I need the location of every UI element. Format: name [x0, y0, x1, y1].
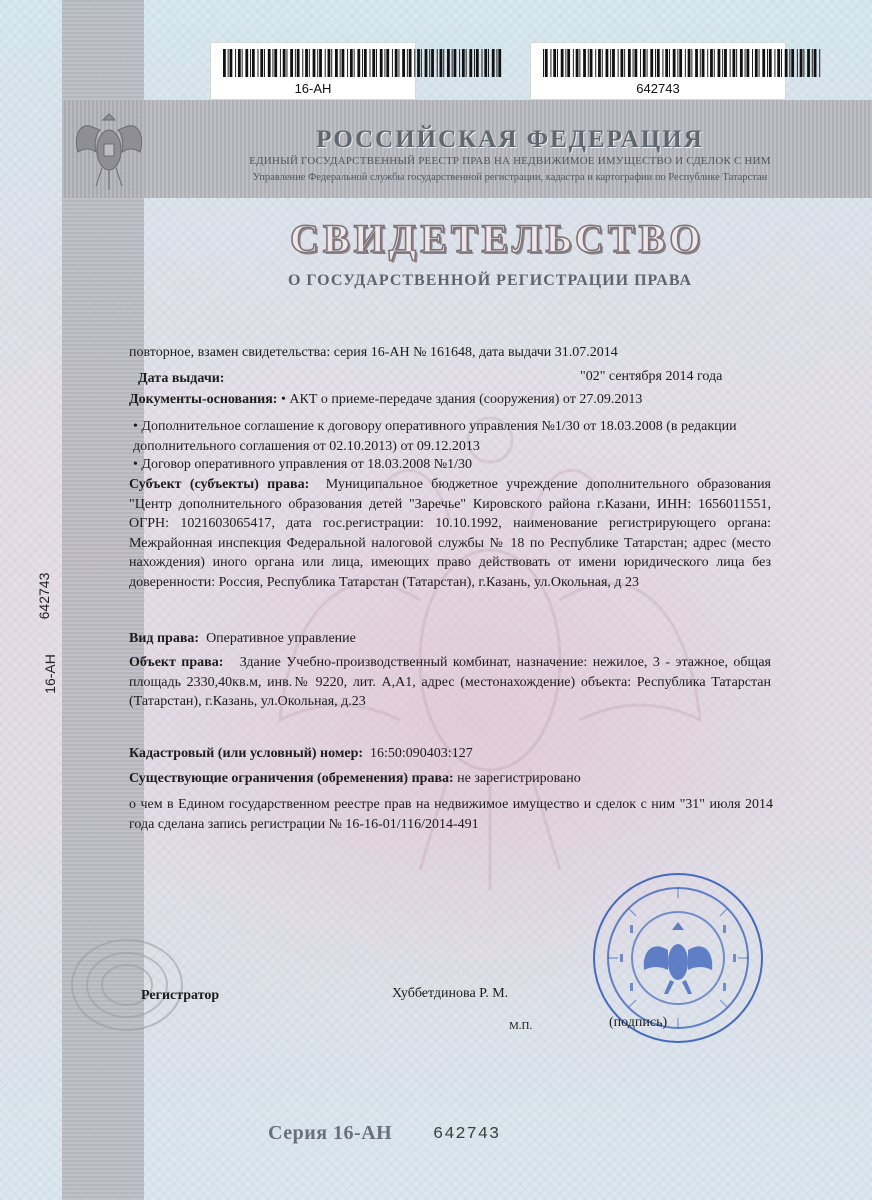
barcode-bar — [309, 49, 310, 77]
barcode-bar — [707, 49, 708, 77]
barcode-bar — [714, 49, 715, 77]
barcode-bar — [598, 49, 601, 77]
barcode-bar — [722, 49, 723, 77]
barcode-bar — [459, 49, 460, 77]
barcode-bar — [702, 49, 705, 77]
cadastral-line — [129, 744, 771, 764]
barcode-bar — [242, 49, 243, 77]
barcode-bar — [789, 49, 790, 77]
barcode-number — [530, 42, 786, 100]
barcode-bar — [730, 49, 731, 77]
barcode-bar — [583, 49, 586, 77]
documents-third: • Договор оперативного управления от 18.03.2008 №1/30 — [133, 457, 472, 472]
barcode-bar — [498, 49, 501, 77]
barcode-bar — [602, 49, 603, 77]
barcode-bar — [662, 49, 663, 77]
barcode-bar — [228, 49, 229, 77]
barcode-bar — [354, 49, 355, 77]
barcode-bar — [807, 49, 810, 77]
barcode-bar — [258, 49, 259, 77]
barcode-bar — [669, 49, 670, 77]
barcode-bar — [565, 49, 566, 77]
barcode-bar — [245, 49, 248, 77]
barcode-bar — [386, 49, 389, 77]
barcode-bars-right — [543, 49, 823, 77]
barcode-bar — [447, 49, 450, 77]
side-number: 642743 — [36, 572, 52, 620]
object-label: Объект права: — [129, 655, 224, 670]
barcode-bar — [573, 49, 574, 77]
barcode-bar — [364, 49, 367, 77]
barcode-bar — [588, 49, 589, 77]
barcode-bar — [274, 49, 277, 77]
barcode-bar — [454, 49, 457, 77]
barcode-bar — [755, 49, 758, 77]
barcode-bar — [545, 49, 548, 77]
barcode-bar — [812, 49, 813, 77]
subject-text: Муниципальное бюджетное учреждение дополнительного образования "Центр дополнительного образования детей "Заречье" Кировского района г.Казани, ИНН: 1656011551, ОГРН: 1021603065417, дата гос.регистрации: 10.10.1992, наименование регистрирующего органа: Межрайонная инспекция Федеральной налоговой службы № 18 по Республике Татарстан; адрес (место нахождения) иного органа или лица, имеющих право действовать от имени юридического лица без доверенности: Россия, Республика Татарстан (Татарстан), г.Казань, ул.Окольная, д 23 — [129, 477, 771, 590]
barcode-bar — [252, 49, 255, 77]
barcode-bar — [752, 49, 753, 77]
barcode-bar — [606, 49, 609, 77]
barcode-bar — [819, 49, 820, 77]
barcode-bar — [576, 49, 579, 77]
barcode-series — [210, 42, 416, 100]
barcode-bar — [496, 49, 497, 77]
documents-first: • АКТ о приеме-передаче здания (сооружения) от 27.09.2013 — [280, 392, 643, 407]
barcode-bar — [260, 49, 263, 77]
barcode-bar — [372, 49, 375, 77]
barcode-bar — [797, 49, 798, 77]
barcode-bar — [484, 49, 487, 77]
barcode-bar — [431, 49, 434, 77]
barcode-bar — [402, 49, 405, 77]
barcode-bar — [466, 49, 467, 77]
barcode-bar — [290, 49, 293, 77]
barcode-bar — [443, 49, 444, 77]
barcode-bar — [647, 49, 648, 77]
barcode-bar — [264, 49, 265, 77]
barcode-bar — [376, 49, 377, 77]
barcode-bar — [673, 49, 676, 77]
barcode-bar — [700, 49, 701, 77]
barcode-bar — [814, 49, 817, 77]
barcode-bar — [762, 49, 765, 77]
restrictions-label: Существующие ограничения (обременения) права: — [129, 771, 454, 786]
barcode-bar — [407, 49, 408, 77]
barcode-bar — [462, 49, 465, 77]
barcode-bar — [313, 49, 316, 77]
barcode-bar — [452, 49, 453, 77]
barcode-bar — [319, 49, 322, 77]
barcode-bar — [268, 49, 271, 77]
right-type-line — [129, 629, 771, 649]
right-type-value: Оперативное управление — [206, 631, 356, 646]
barcode-bar — [362, 49, 363, 77]
barcode-bar — [657, 49, 660, 77]
barcode-bar — [640, 49, 641, 77]
subject-block — [129, 475, 771, 592]
cadastral-label: Кадастровый (или условный) номер: — [129, 746, 364, 761]
restrictions-value: не зарегистрировано — [457, 771, 581, 786]
barcode-bars-left — [223, 49, 503, 77]
barcode-bar — [610, 49, 611, 77]
barcode-bar — [655, 49, 656, 77]
barcode-bar — [417, 49, 420, 77]
barcode-bar — [482, 49, 483, 77]
footer-number: 642743 — [433, 1125, 501, 1144]
object-text: Здание Учебно-производственный комбинат, назначение: нежилое, 3 - этажное, общая площадь 2330,40кв.м, инв.№ 9220, лит. А,А1, адрес (местонахождение) объекта: Республика Татарстан (Татарстан), г.Казань, ул.Окольная, д.23 — [129, 655, 771, 709]
barcode-bar — [476, 49, 479, 77]
registry-name: ЕДИНЫЙ ГОСУДАРСТВЕННЫЙ РЕЕСТР ПРАВ НА НЕДВИЖИМОЕ ИМУЩЕСТВО И СДЕЛОК С НИМ — [249, 155, 771, 167]
barcode-bar — [769, 49, 772, 77]
barcode-bar — [718, 49, 721, 77]
barcode-bar — [745, 49, 746, 77]
barcode-bar — [677, 49, 678, 77]
barcode-bar — [440, 49, 443, 77]
barcode-bar — [767, 49, 768, 77]
footer-series: Серия 16-АН — [268, 1122, 393, 1144]
department-name: Управление Федеральной службы государственной регистрации, кадастра и картографии по Республике Татарстан — [252, 172, 768, 183]
barcode-bar — [469, 49, 472, 77]
mp-label: М.П. — [509, 1020, 533, 1032]
barcode-bar — [250, 49, 251, 77]
repeat-note: повторное, взамен свидетельства: серия 16-АН № 161648, дата выдачи 31.07.2014 — [129, 345, 618, 360]
barcode-bar — [398, 49, 399, 77]
barcode-bar — [414, 49, 415, 77]
barcode-bar — [665, 49, 668, 77]
barcode-bar — [550, 49, 551, 77]
barcode-bar — [283, 49, 286, 77]
issue-date-value: "02" сентября 2014 года — [580, 369, 723, 384]
record-text: о чем в Едином государственном реестре прав на недвижимое имущество и сделок с ним "31" июля 2014 года сделана запись регистрации № 16-16-01/116/2014-491 — [129, 797, 773, 832]
barcode-bar — [710, 49, 713, 77]
barcode-bar — [305, 49, 308, 77]
footer-ornament-icon — [62, 930, 192, 1040]
side-series: 16-АН — [42, 654, 58, 694]
barcode-bar — [579, 49, 580, 77]
barcode-bar — [474, 49, 475, 77]
issue-date-label: Дата выдачи: — [138, 371, 225, 386]
barcode-bar — [691, 49, 692, 77]
barcode-bar — [628, 49, 631, 77]
barcode-bar — [350, 49, 353, 77]
cadastral-value: 16:50:090403:127 — [370, 746, 473, 761]
barcode-bar — [286, 49, 287, 77]
barcode-bar — [595, 49, 596, 77]
barcode-bar — [317, 49, 318, 77]
barcode-bar — [488, 49, 489, 77]
barcode-bar — [685, 49, 686, 77]
barcode-bar — [342, 49, 345, 77]
barcode-bar — [384, 49, 385, 77]
barcode-bar — [335, 49, 338, 77]
barcode-bar — [429, 49, 430, 77]
barcode-bar — [732, 49, 735, 77]
barcode-bar — [297, 49, 300, 77]
barcode-bar — [230, 49, 233, 77]
barcode-bar — [688, 49, 691, 77]
barcode-bar — [746, 49, 749, 77]
barcode-bar — [620, 49, 623, 77]
barcode-bar — [380, 49, 383, 77]
barcode-bar — [328, 49, 331, 77]
barcode-bar — [800, 49, 803, 77]
documents-second: • Дополнительное соглашение к договору оперативного управления №1/30 от 18.03.2008 (в редакции дополнительного соглашения от 02.10.2013) от 09.12.2013 — [133, 419, 737, 454]
barcode-bar — [295, 49, 296, 77]
barcode-bar — [803, 49, 804, 77]
barcode-bar — [238, 49, 241, 77]
barcode-bar — [736, 49, 737, 77]
barcode-bar — [325, 49, 326, 77]
signature-label: (подпись) — [609, 1015, 668, 1030]
barcode-bar — [643, 49, 646, 77]
barcode-bar — [785, 49, 788, 77]
barcode-bar — [557, 49, 558, 77]
barcode-bar — [421, 49, 422, 77]
barcode-bar — [740, 49, 743, 77]
barcode-bar — [724, 49, 727, 77]
barcode-bar — [272, 49, 273, 77]
barcode-bar — [395, 49, 398, 77]
barcode-bar — [409, 49, 412, 77]
russian-emblem-icon — [70, 104, 148, 194]
barcode-bar — [777, 49, 780, 77]
barcode-bar — [425, 49, 428, 77]
barcode-bar — [618, 49, 619, 77]
barcode-bar — [624, 49, 625, 77]
barcode-bar — [543, 49, 544, 77]
barcode-bar — [347, 49, 348, 77]
certificate-subtitle: О ГОСУДАРСТВЕННОЙ РЕГИСТРАЦИИ ПРАВА — [287, 272, 693, 289]
federation-title: РОССИЙСКАЯ ФЕДЕРАЦИЯ — [316, 126, 704, 153]
documents-line — [129, 390, 779, 410]
barcode-bar — [590, 49, 593, 77]
barcode-bar — [340, 49, 341, 77]
subject-label: Субъект (субъекты) права: — [129, 477, 310, 492]
barcode-bar — [634, 49, 637, 77]
right-type-label: Вид права: — [129, 631, 200, 646]
barcode-bar — [437, 49, 438, 77]
barcode-bar — [223, 49, 226, 77]
registrar-label: Регистратор — [141, 988, 220, 1003]
barcode-bar — [357, 49, 360, 77]
documents-label: Документы-основания: — [129, 392, 278, 407]
barcode-bar — [302, 49, 303, 77]
barcode-bar — [392, 49, 393, 77]
barcode-bar — [679, 49, 682, 77]
barcode-number-label: 642743 — [636, 81, 680, 96]
barcode-bar — [612, 49, 615, 77]
barcode-bar — [370, 49, 371, 77]
barcode-bar — [633, 49, 634, 77]
barcode-bar — [553, 49, 556, 77]
certificate-title: СВИДЕТЕЛЬСТВО — [290, 216, 705, 261]
barcode-bar — [567, 49, 570, 77]
barcode-bar — [235, 49, 236, 77]
object-block — [129, 653, 771, 712]
barcode-bar — [650, 49, 653, 77]
barcode-series-label: 16-АН — [294, 81, 332, 96]
barcode-bar — [492, 49, 495, 77]
restrictions-line — [129, 769, 789, 789]
registrar-name: Хуббетдинова Р. М. — [392, 986, 509, 1001]
barcode-bar — [331, 49, 332, 77]
barcode-bar — [695, 49, 698, 77]
barcode-bar — [280, 49, 281, 77]
barcode-bar — [774, 49, 775, 77]
barcode-bar — [759, 49, 760, 77]
barcode-bar — [791, 49, 794, 77]
barcode-bar — [561, 49, 564, 77]
barcode-bar — [781, 49, 782, 77]
